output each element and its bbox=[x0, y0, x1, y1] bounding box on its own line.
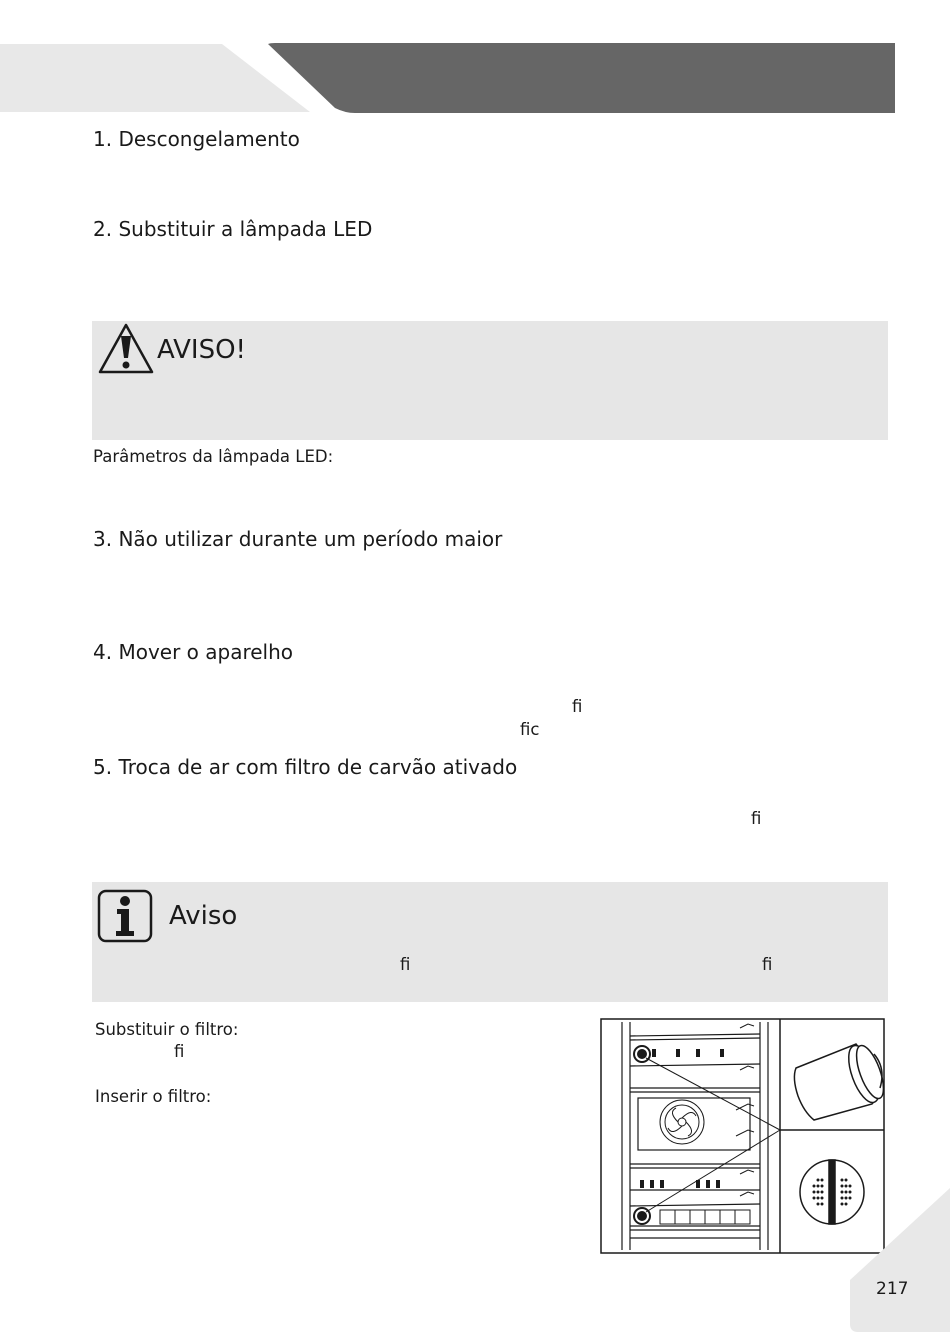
text-fragment: fi bbox=[174, 1042, 185, 1061]
led-params-label: Parâmetros da lâmpada LED: bbox=[93, 447, 334, 466]
section-heading-move: 4. Mover o aparelho bbox=[93, 640, 294, 664]
info-icon bbox=[97, 889, 153, 943]
page-number: 217 bbox=[876, 1279, 909, 1299]
text-fragment: fi bbox=[762, 955, 773, 974]
text-fragment: fi bbox=[751, 809, 762, 828]
page-corner bbox=[840, 1180, 950, 1332]
text-fragment: fic bbox=[520, 720, 540, 739]
text-fragment: fi bbox=[572, 697, 583, 716]
notice-box bbox=[92, 882, 888, 1002]
insert-filter-label: Inserir o filtro: bbox=[95, 1087, 212, 1106]
header-banner bbox=[0, 0, 950, 120]
text-fragment: fi bbox=[400, 955, 411, 974]
section-heading-defrost: 1. Descongelamento bbox=[93, 127, 300, 151]
replace-filter-label: Substituir o filtro: bbox=[95, 1020, 239, 1039]
section-heading-long-absence: 3. Não utilizar durante um período maior bbox=[93, 527, 503, 551]
section-heading-air-exchange: 5. Troca de ar com filtro de carvão ativado bbox=[93, 755, 518, 779]
warning-triangle-icon bbox=[97, 322, 155, 376]
warning-title: AVISO! bbox=[157, 335, 246, 365]
section-heading-replace-led: 2. Substituir a lâmpada LED bbox=[93, 217, 373, 241]
notice-title: Aviso bbox=[169, 901, 238, 931]
